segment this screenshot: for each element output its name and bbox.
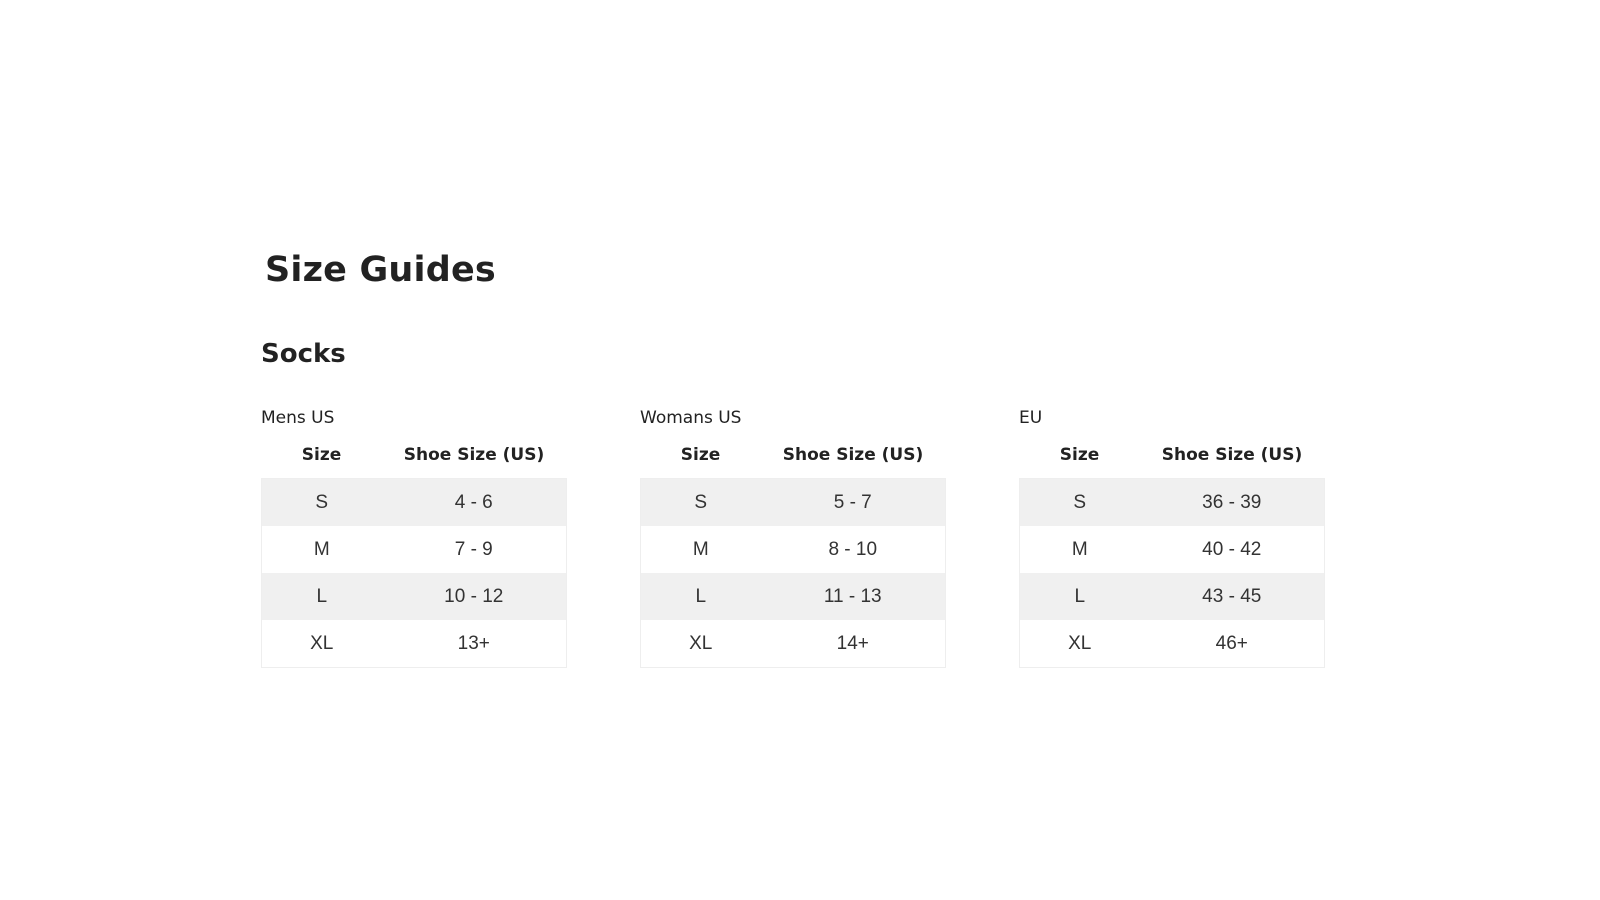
size-table [640, 432, 946, 668]
column-header-size: Size [301, 445, 342, 465]
shoe-size-cell: 46+ [1140, 620, 1325, 668]
guide-label: Mens US [261, 408, 335, 428]
table-row [262, 479, 567, 527]
shoe-size-cell: 4 - 6 [382, 479, 567, 527]
column-header-shoe-size: Shoe Size (US) [1161, 445, 1303, 465]
page-title: Size Guides [265, 250, 496, 290]
table-header-row [262, 432, 567, 479]
column-header-size: Size [1059, 445, 1100, 465]
size-table [261, 432, 567, 668]
shoe-size-cell: 8 - 10 [761, 526, 946, 573]
table-row [1020, 526, 1325, 573]
size-cell: XL [641, 620, 761, 668]
size-cell: L [262, 573, 382, 620]
shoe-size-cell: 7 - 9 [382, 526, 567, 573]
table-row [1020, 479, 1325, 527]
size-guide-womans-us [640, 410, 945, 668]
table-row [641, 479, 946, 527]
table-row [641, 620, 946, 668]
shoe-size-cell: 43 - 45 [1140, 573, 1325, 620]
table-row [1020, 620, 1325, 668]
size-cell: M [641, 526, 761, 573]
size-cell: L [641, 573, 761, 620]
column-header-shoe-size: Shoe Size (US) [403, 445, 545, 465]
guide-label: Womans US [640, 408, 742, 428]
guide-label: EU [1019, 408, 1043, 428]
table-header-row [1020, 432, 1325, 479]
size-cell: M [262, 526, 382, 573]
table-row [641, 573, 946, 620]
shoe-size-cell: 11 - 13 [761, 573, 946, 620]
size-cell: S [1020, 479, 1140, 527]
table-row [262, 573, 567, 620]
size-guide-eu [1019, 410, 1324, 668]
size-guide-mens-us [261, 410, 566, 668]
size-cell: M [1020, 526, 1140, 573]
size-cell: XL [262, 620, 382, 668]
table-row [1020, 573, 1325, 620]
size-cell: XL [1020, 620, 1140, 668]
shoe-size-cell: 10 - 12 [382, 573, 567, 620]
size-table [1019, 432, 1325, 668]
table-row [262, 620, 567, 668]
column-header-size: Size [680, 445, 721, 465]
shoe-size-cell: 40 - 42 [1140, 526, 1325, 573]
section-title-socks: Socks [261, 339, 346, 369]
table-row [641, 526, 946, 573]
shoe-size-cell: 36 - 39 [1140, 479, 1325, 527]
size-cell: S [641, 479, 761, 527]
size-cell: S [262, 479, 382, 527]
column-header-shoe-size: Shoe Size (US) [782, 445, 924, 465]
shoe-size-cell: 13+ [382, 620, 567, 668]
table-row [262, 526, 567, 573]
shoe-size-cell: 14+ [761, 620, 946, 668]
size-cell: L [1020, 573, 1140, 620]
table-header-row [641, 432, 946, 479]
shoe-size-cell: 5 - 7 [761, 479, 946, 527]
